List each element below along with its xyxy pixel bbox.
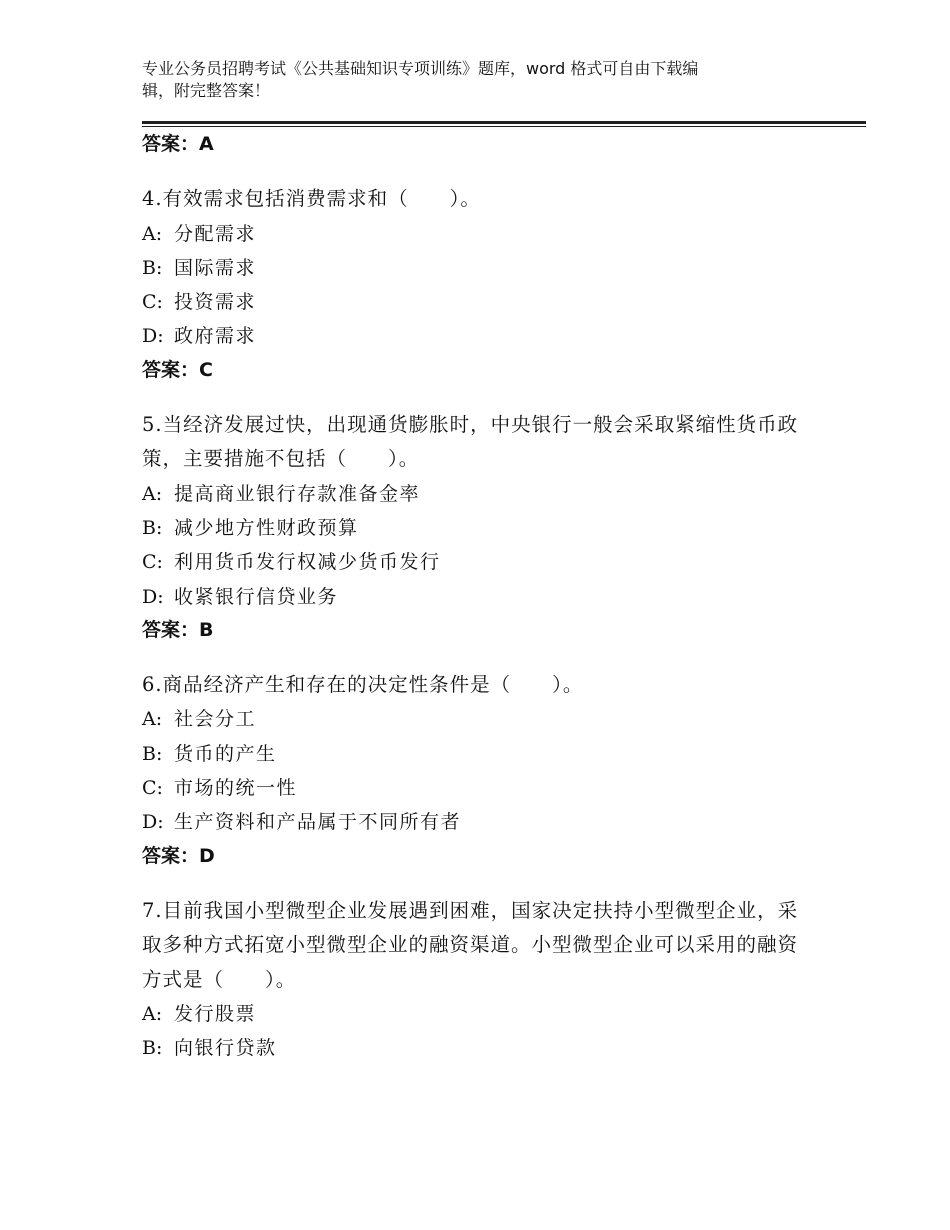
option-7-a bbox=[142, 997, 802, 1031]
question-text-6: 6.商品经济产生和存在的决定性条件是（ ）。 bbox=[142, 672, 584, 696]
option-6-b bbox=[142, 737, 802, 771]
header-rule-thick bbox=[142, 121, 866, 124]
option-letter: A: bbox=[142, 482, 163, 505]
option-7-b bbox=[142, 1031, 802, 1065]
option-5-c bbox=[142, 545, 802, 579]
option-6-a bbox=[142, 702, 802, 736]
header-line-1: 专业公务员招聘考试《公共基础知识专项训练》题库，word 格式可自由下载编 bbox=[142, 59, 699, 78]
option-4-d bbox=[142, 319, 802, 353]
option-letter: B: bbox=[142, 516, 163, 539]
option-text: 政府需求 bbox=[174, 325, 257, 348]
answer-5: 答案：B bbox=[142, 618, 214, 641]
question-text-7: 7.目前我国小型微型企业发展遇到困难，国家决定扶持小型微型企业，采取多种方式拓宽小型微型企业的融资渠道。小型微型企业可以采用的融资方式是（ ）。 bbox=[142, 898, 799, 991]
answer-6: 答案：D bbox=[142, 844, 215, 867]
option-letter: B: bbox=[142, 742, 163, 765]
option-letter: C: bbox=[142, 291, 163, 314]
option-letter: D: bbox=[142, 585, 164, 608]
answer-4: 答案：C bbox=[142, 358, 213, 381]
option-text: 收紧银行信贷业务 bbox=[174, 585, 339, 608]
option-letter: D: bbox=[142, 325, 164, 348]
option-text: 货币的产生 bbox=[174, 742, 277, 765]
option-5-a bbox=[142, 477, 802, 511]
option-text: 分配需求 bbox=[174, 222, 257, 245]
question-text-5: 5.当经济发展过快，出现通货膨胀时，中央银行一般会采取紧缩性货币政策，主要措施不包括（ ）。 bbox=[142, 412, 799, 471]
option-text: 减少地方性财政预算 bbox=[174, 516, 359, 539]
question-block-5 bbox=[142, 408, 802, 646]
option-letter: D: bbox=[142, 811, 164, 834]
option-text: 提高商业银行存款准备金率 bbox=[174, 482, 421, 505]
option-4-a bbox=[142, 217, 802, 251]
question-block-6 bbox=[142, 668, 802, 872]
option-text: 利用货币发行权减少货币发行 bbox=[174, 551, 441, 574]
option-text: 市场的统一性 bbox=[174, 776, 298, 799]
option-text: 投资需求 bbox=[174, 291, 257, 314]
question-text-4: 4.有效需求包括消费需求和（ ）。 bbox=[142, 187, 481, 210]
option-4-b bbox=[142, 251, 802, 285]
option-text: 国际需求 bbox=[174, 256, 257, 279]
question-list bbox=[142, 128, 802, 1066]
header-rule-thin bbox=[142, 126, 866, 127]
question-block-7 bbox=[142, 894, 802, 1066]
option-6-d bbox=[142, 805, 802, 839]
option-letter: C: bbox=[142, 551, 163, 574]
answer-3: 答案：A bbox=[142, 133, 214, 155]
page-header bbox=[142, 58, 792, 102]
option-letter: A: bbox=[142, 222, 163, 245]
header-line-2: 辑，附完整答案！ bbox=[142, 81, 271, 100]
option-text: 社会分工 bbox=[174, 708, 257, 731]
option-text: 发行股票 bbox=[174, 1003, 257, 1026]
option-letter: A: bbox=[142, 1003, 163, 1026]
option-letter: B: bbox=[142, 256, 163, 279]
option-letter: C: bbox=[142, 776, 163, 799]
option-5-b bbox=[142, 511, 802, 545]
option-letter: B: bbox=[142, 1037, 163, 1060]
option-letter: A: bbox=[142, 708, 163, 731]
option-5-d bbox=[142, 580, 802, 614]
option-6-c bbox=[142, 771, 802, 805]
option-text: 向银行贷款 bbox=[174, 1037, 277, 1060]
option-4-c bbox=[142, 285, 802, 319]
question-block-4 bbox=[142, 182, 802, 386]
option-text: 生产资料和产品属于不同所有者 bbox=[174, 811, 462, 834]
